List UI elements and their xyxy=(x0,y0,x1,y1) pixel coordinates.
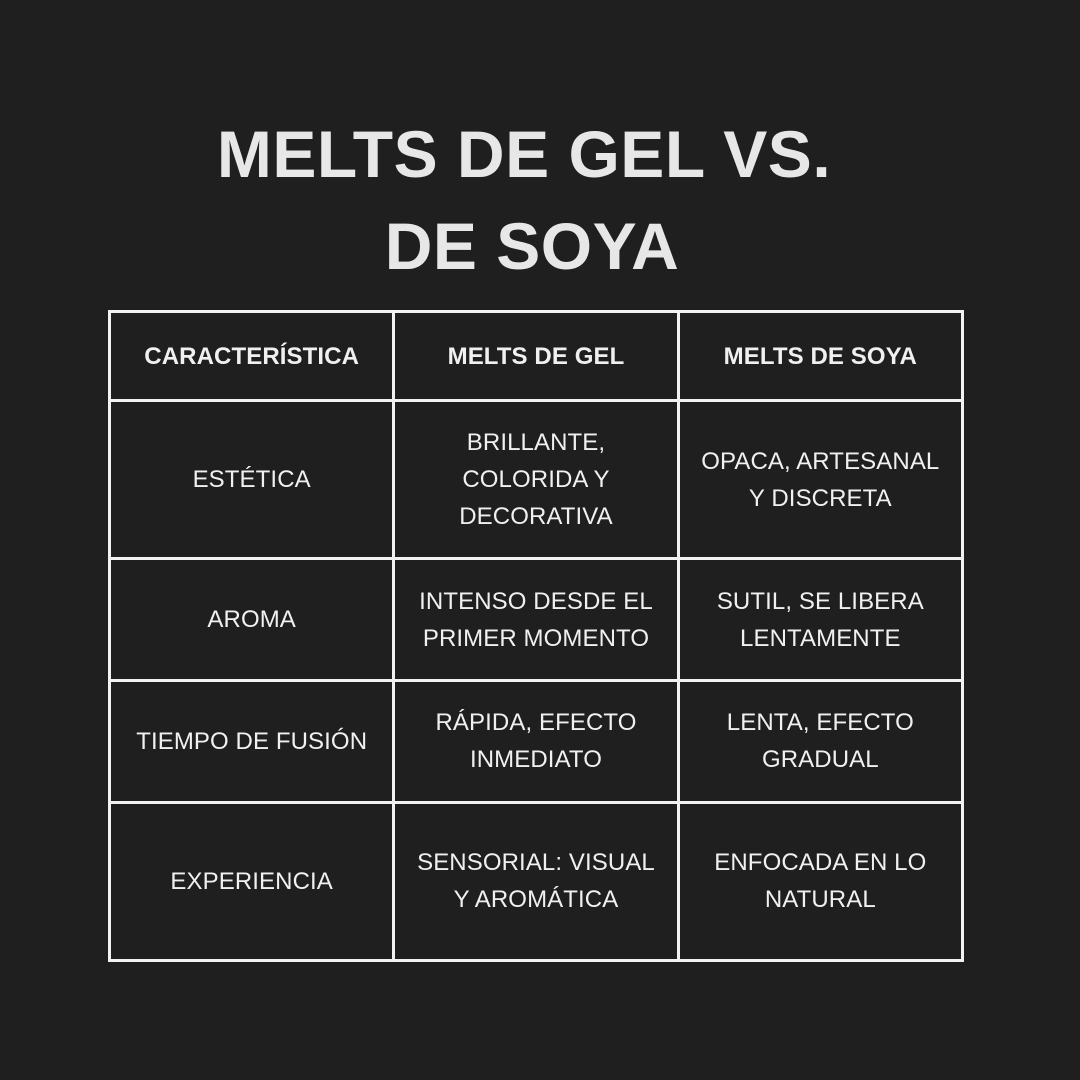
table-header-row xyxy=(110,312,963,401)
gel-value-cell: BRILLANTE, COLORIDA Y DECORATIVA xyxy=(394,401,678,559)
table-row-estetica xyxy=(110,401,963,559)
characteristic-cell: TIEMPO DE FUSIÓN xyxy=(110,680,394,802)
soya-value-cell: LENTA, EFECTO GRADUAL xyxy=(678,680,962,802)
table-row-aroma xyxy=(110,559,963,681)
table-row-experiencia xyxy=(110,802,963,960)
soya-value-cell: OPACA, ARTESANAL Y DISCRETA xyxy=(678,401,962,559)
soya-value-cell: SUTIL, SE LIBERA LENTAMENTE xyxy=(678,559,962,681)
gel-value-cell: INTENSO DESDE EL PRIMER MOMENTO xyxy=(394,559,678,681)
table-row-tiempo-de-fusion xyxy=(110,680,963,802)
table-header xyxy=(110,312,963,401)
comparison-table-wrapper xyxy=(108,310,964,962)
comparison-table xyxy=(108,310,964,962)
gel-value-cell: RÁPIDA, EFECTO INMEDIATO xyxy=(394,680,678,802)
column-header-caracteristica: CARACTERÍSTICA xyxy=(110,312,394,401)
characteristic-cell: AROMA xyxy=(110,559,394,681)
characteristic-cell: ESTÉTICA xyxy=(110,401,394,559)
page-title xyxy=(0,108,1080,292)
soya-value-cell: ENFOCADA EN LO NATURAL xyxy=(678,802,962,960)
column-header-melts-de-soya: MELTS DE SOYA xyxy=(678,312,962,401)
title-line-1: MELTS DE GEL VS. xyxy=(216,117,832,191)
characteristic-cell: EXPERIENCIA xyxy=(110,802,394,960)
column-header-melts-de-gel: MELTS DE GEL xyxy=(394,312,678,401)
title-line-2: DE SOYA xyxy=(384,209,680,283)
gel-value-cell: SENSORIAL: VISUAL Y AROMÁTICA xyxy=(394,802,678,960)
table-body xyxy=(110,401,963,961)
